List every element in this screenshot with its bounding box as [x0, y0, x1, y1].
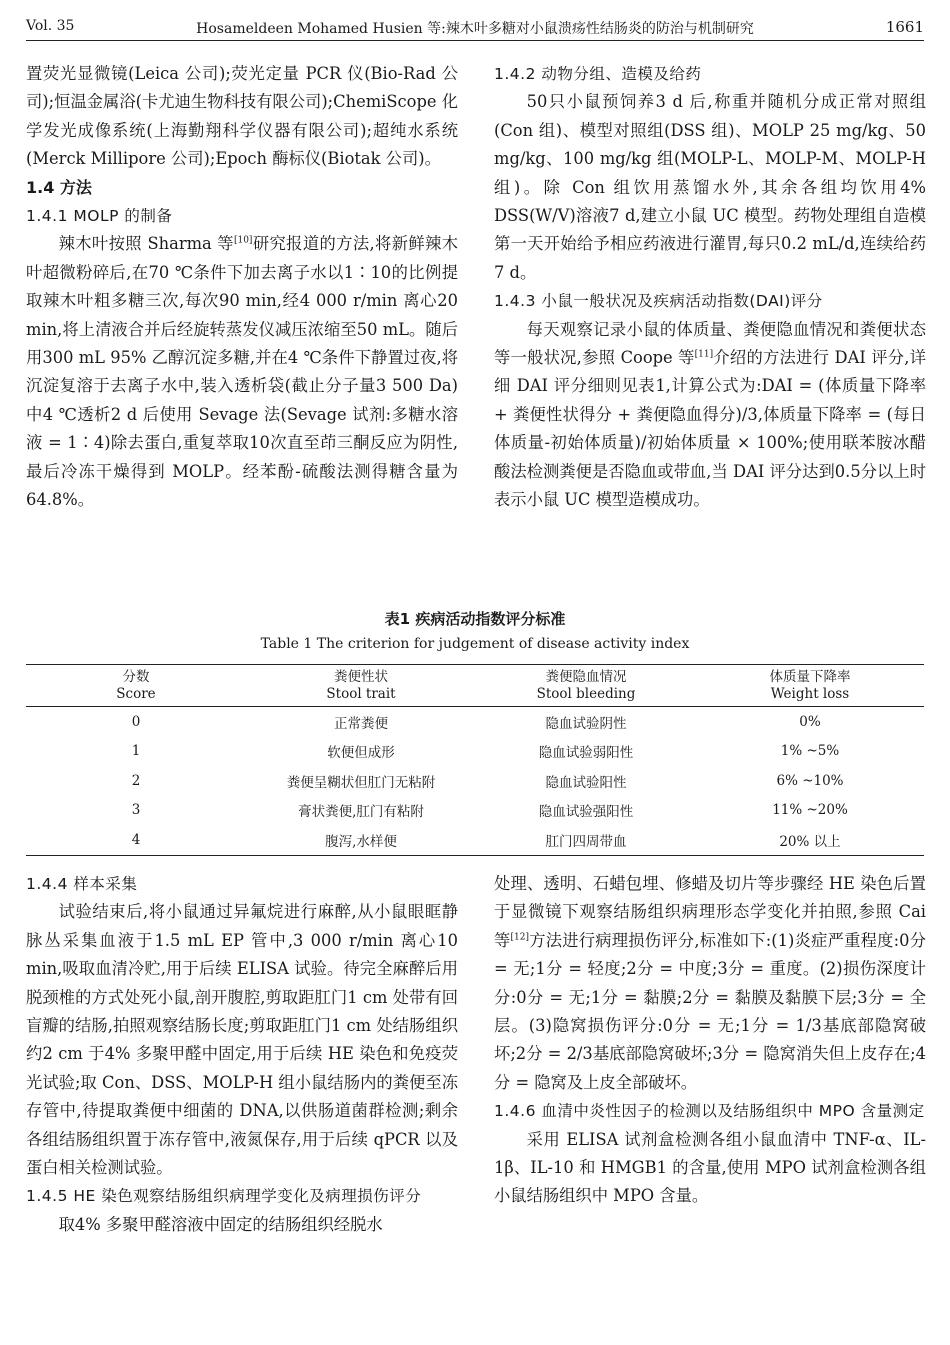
subsection-heading-dai: 1.4.3 小鼠一般状况及疾病活动指数(DAI)评分 — [494, 292, 823, 311]
table-row — [26, 825, 924, 855]
table-cell: 2 — [131, 772, 141, 789]
paragraph-he-staining-start: 取4% 多聚甲醛溶液中固定的结肠组织经脱水 — [58, 1214, 383, 1234]
text-run: 每天观察记录小鼠的体质量、粪便隐血情况和粪便状态等一般状况,参照 Coope 等 — [494, 319, 926, 368]
table-cell: 20% 以上 — [696, 825, 924, 855]
table-cell: 0 — [131, 713, 141, 730]
text-run: 介绍的方法进行 DAI 评分,详细 DAI 评分细则见表1,计算公式为:DAI = (体质量下降率 + 粪便性状得分 + 粪便隐血得分)/3,体质量下降率 = (每日体质量-初始体质量)/初始体质量 × 100%;使用联苯胺冰醋酸法检测粪便是否隐血或带血,当 DAI 评分达到0.5分以上时表示小鼠 UC 模型造模成功。 — [494, 348, 926, 510]
table-cell: 粪便呈糊状但肛门无粘附 — [286, 774, 436, 791]
subsection-heading-elisa-mpo: 1.4.6 血清中炎性因子的检测以及结肠组织中 MPO 含量测定 — [494, 1102, 925, 1121]
paragraph-he-staining-cont — [494, 870, 926, 1097]
text-run: 处理、透明、石蜡包埋、修蜡及切片等步骤经 HE 染色后置于显微镜下观察结肠组织病理形态学变化并拍照,参照 Cai 等 — [494, 874, 926, 950]
table-cell: 隐血试验阳性 — [545, 774, 627, 791]
running-title: Hosameldeen Mohamed Husien 等:辣木叶多糖对小鼠溃疡性结肠炎的防治与机制研究 — [196, 21, 754, 37]
table-cell: 隐血试验强阳性 — [538, 804, 634, 821]
citation-ref-10: [10] — [233, 236, 253, 247]
subsection-heading-sampling: 1.4.4 样本采集 — [26, 875, 138, 893]
citation-ref-12: [12] — [510, 932, 529, 943]
running-header — [26, 10, 924, 41]
paragraph-elisa-mpo: 采用 ELISA 试剂盒检测各组小鼠血清中 TNF-α、IL-1β、IL-10 和 HMGB1 的含量,使用 MPO 试剂盒检测各组小鼠结肠组织中 MPO 含量。 — [494, 1129, 926, 1206]
section-heading-methods: 1.4 方法 — [26, 177, 92, 197]
paragraph-dai — [494, 316, 926, 515]
column-bottom-left — [26, 870, 458, 1239]
table-cell: 肛门四周带血 — [476, 825, 696, 855]
page-number: 1661 — [885, 18, 924, 36]
column-header-weight-loss: 体质量下降率 Weight loss — [696, 665, 924, 707]
citation-ref-11: [11] — [694, 349, 714, 360]
table-cell: 3 — [131, 802, 141, 819]
table-cell: 正常粪便 — [334, 715, 388, 732]
table-row — [26, 766, 924, 796]
table-cell: 6% ~10% — [776, 772, 844, 789]
paragraph-sampling: 试验结束后,将小鼠通过异氟烷进行麻醉,从小鼠眼眶静脉丛采集血液于1.5 mL EP 管中,3 000 r/min 离心10 min,吸取血清冷贮,用于后续 ELISA 试验。待完全麻醉后用脱颈椎的方式处死小鼠,剖开腹腔,剪取距肛门1 cm 处带有回盲瓣的结肠,拍照观察结肠长度;剪取距肛门1 cm 处结肠组织约2 cm 于4% 多聚甲醛中固定,用于后续 HE 染色和免疫荧光试验;取 Con、DSS、MOLP-H 组小鼠结肠内的粪便至冻存管中,待提取粪便中细菌的 DNA,以供肠道菌群检测;剩余各组结肠组织置于冻存管中,液氮保存,用于后续 qPCR 以及蛋白相关检测试验。 — [26, 902, 458, 1178]
table-cell: 4 — [26, 825, 246, 855]
paragraph-grouping: 50只小鼠预饲养3 d 后,称重并随机分成正常对照组(Con 组)、模型对照组(DSS 组)、MOLP 25 mg/kg、50 mg/kg、100 mg/kg 组(MOLP-L、MOLP-M、MOLP-H 组)。除 Con 组饮用蒸馏水外,其余各组均饮用4% DSS(W/V)溶液7 d,建立小鼠 UC 模型。药物处理组自造模第一天开始给予相应药液进行灌胃,每只0.2 mL/d,连续给药7 d。 — [494, 92, 926, 282]
text-run: 研究报道的方法,将新鲜辣木叶超微粉碎后,在70 ℃条件下加去离子水以1∶10的比例提取辣木叶粗多糖三次,每次90 min,经4 000 r/min 离心20 min,将上清液合并后经旋转蒸发仪减压浓缩至50 mL。随后用300 mL 95% 乙醇沉淀多糖,并在4 ℃条件下静置过夜,将沉淀复溶于去离子水中,装入透析袋(截止分子量3 500 Da)中4 ℃透析2 d 后使用 Sevage 法(Sevage 试剂:多糖水溶液 = 1∶4)除去蛋白,重复萃取10次直至茚三酮反应为阴性,最后冷冻干燥得到 MOLP。经苯酚-硫酸法测得糖含量为64.8%。 — [26, 234, 458, 510]
table-cell: 膏状粪便,肛门有粘附 — [298, 804, 424, 821]
column-top-right — [494, 60, 926, 515]
subsection-heading-molp-prep: 1.4.1 MOLP 的制备 — [26, 207, 173, 226]
table-row — [26, 796, 924, 826]
text-run: 辣木叶按照 Sharma 等 — [58, 234, 234, 254]
table-row — [26, 737, 924, 767]
subsection-heading-grouping: 1.4.2 动物分组、造模及给药 — [494, 65, 702, 83]
column-header-stool-bleeding: 粪便隐血情况 Stool bleeding — [476, 665, 696, 707]
table-row — [26, 707, 924, 737]
table-caption-zh: 表1 疾病活动指数评分标准 — [384, 610, 566, 628]
table-cell: 1 — [131, 743, 141, 760]
table-cell: 腹泻,水样便 — [246, 825, 476, 855]
volume-label: Vol. 35 — [26, 18, 75, 34]
table-caption-en: Table 1 The criterion for judgement of disease activity index — [260, 636, 690, 652]
paragraph-instruments: 置荧光显微镜(Leica 公司);荧光定量 PCR 仪(Bio-Rad 公司);恒温金属浴(卡尤迪生物科技有限公司);ChemiScope 化学发光成像系统(上海勤翔科学仪器有限公司);超纯水系统(Merck Millipore 公司);Epoch 酶标仪(Biotak 公司)。 — [26, 64, 458, 169]
table-cell: 隐血试验弱阳性 — [538, 745, 634, 762]
column-bottom-right — [494, 870, 926, 1211]
subsection-heading-he-staining: 1.4.5 HE 染色观察结肠组织病理学变化及病理损伤评分 — [26, 1187, 422, 1206]
column-header-stool-trait: 粪便性状 Stool trait — [246, 665, 476, 707]
table-cell: 11% ~20% — [772, 802, 848, 819]
table-cell: 软便但成形 — [327, 745, 395, 762]
column-top-left — [26, 60, 458, 515]
table-cell: 1% ~5% — [780, 743, 840, 760]
table-header-row — [26, 665, 924, 707]
table-cell: 隐血试验阴性 — [545, 715, 627, 732]
table-cell: 0% — [799, 713, 821, 730]
text-run: 方法进行病理损伤评分,标准如下:(1)炎症严重程度:0分 = 无;1分 = 轻度;2分 = 中度;3分 = 重度。(2)损伤深度计分:0分 = 无;1分 = 黏膜;2分 = 黏膜及黏膜下层;3分 = 全层。(3)隐窝损伤评分:0分 = 无;1分 = 1/3基底部隐窝破坏;2分 = 2/3基底部隐窝破坏;3分 = 隐窝消失但上皮存在;4分 = 隐窝及上皮全部破坏。 — [494, 930, 926, 1092]
paragraph-molp-prep — [26, 230, 458, 514]
column-header-score: 分数 Score — [26, 665, 246, 707]
dai-criteria-table — [26, 664, 924, 856]
